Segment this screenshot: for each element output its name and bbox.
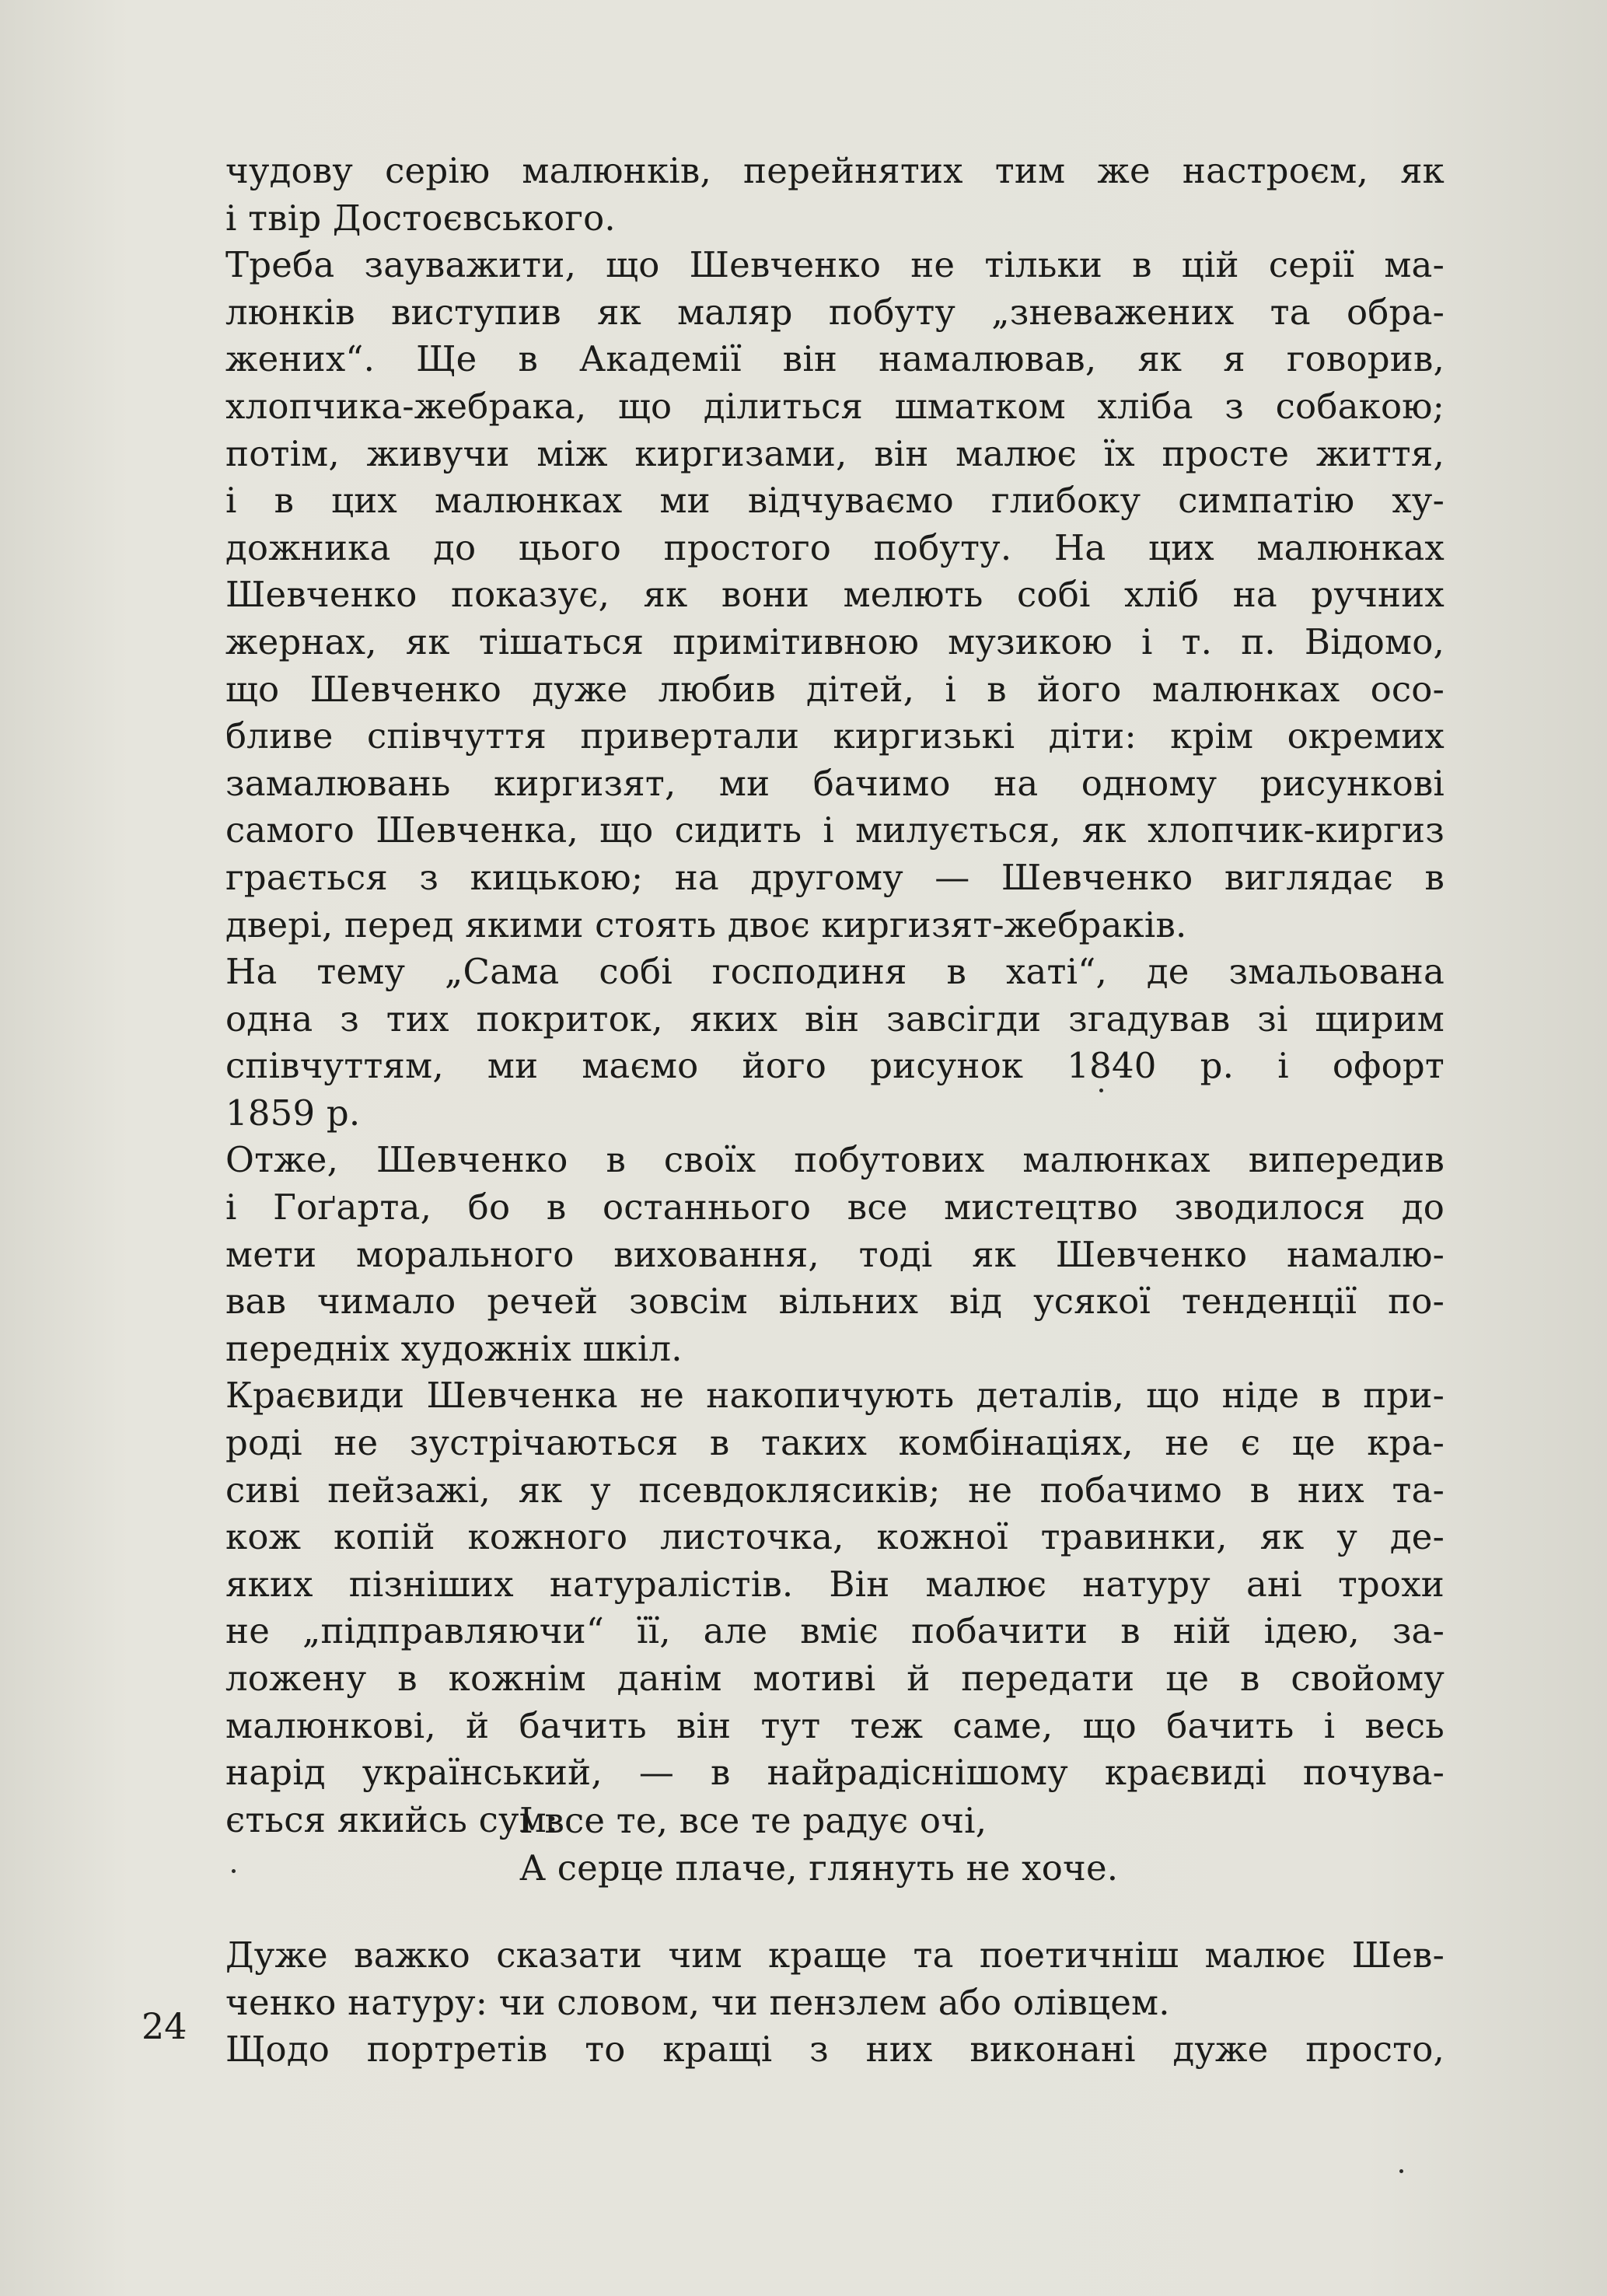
text-line: передніх художніх шкіл. — [225, 1327, 683, 1369]
poem-line: І все те, все те радує очі, — [519, 1800, 987, 1841]
text-line: самого Шевченка, що сидить і милується, як хлопчик-киргиз — [225, 809, 1445, 851]
poem-quote — [519, 1798, 1118, 1892]
text-line: мети морального виховання, тоді як Шевченко намалю- — [225, 1233, 1445, 1275]
text-line: що Шевченко дуже любив дітей, і в його малюнках осо- — [225, 668, 1445, 710]
text-line: жених“. Ще в Академії він намалював, як я говорив, — [225, 338, 1445, 380]
text-line: ється якийсь сум: — [225, 1798, 559, 1840]
text-line: і твір Достоєвського. — [225, 197, 616, 239]
text-line: грається з кицькою; на другому — Шевченко виглядає в — [225, 856, 1445, 898]
text-line: нарід український, — в найрадіснішому краєвиді почува- — [225, 1752, 1445, 1794]
poem-line: А серце плаче, глянуть не хоче. — [519, 1847, 1119, 1889]
text-line: хлопчика-жебрака, що ділиться шматком хліба з собакою; — [225, 385, 1445, 427]
text-line: ложену в кожнім данім мотиві й передати це в свойому — [225, 1658, 1445, 1699]
page-number: 24 — [141, 2005, 187, 2047]
text-line: не „підправляючи“ її, але вміє побачити в ній ідею, за- — [225, 1610, 1445, 1652]
text-line: Шевченко показує, як вони мелють собі хліб на ручних — [225, 574, 1445, 616]
text-line: і Гоґарта, бо в останнього все мистецтво зводилося до — [225, 1186, 1445, 1228]
text-line: кож копій кожного листочка, кожної травинки, як у де- — [225, 1516, 1445, 1558]
text-line: одна з тих покриток, яких він завсігди згадував зі щирим — [225, 998, 1445, 1040]
text-line: ченко натуру: чи словом, чи пензлем або олівцем. — [225, 1981, 1170, 2023]
text-line: 1859 р. — [225, 1092, 361, 1134]
text-line: і в цих малюнках ми відчуваємо глибоку симпатію ху- — [225, 480, 1445, 522]
text-line: співчуттям, ми маємо його рисунок 1840 р. і офорт — [225, 1045, 1445, 1087]
body-text-after-poem — [225, 1932, 1445, 2074]
print-speck — [232, 1869, 236, 1873]
body-text-before-poem — [225, 148, 1445, 1843]
text-line: люнків виступив як маляр побуту „зневажених та обра- — [225, 291, 1445, 333]
text-line: Треба зауважити, що Шевченко не тільки в цій серії ма- — [225, 244, 1445, 286]
text-line: яких пізніших натуралістів. Він малює натуру ані трохи — [225, 1563, 1445, 1605]
text-line: На тему „Сама собі господиня в хаті“, де змальована — [225, 951, 1445, 993]
text-line: чудову серію малюнків, перейнятих тим же настроєм, як — [225, 150, 1445, 191]
text-line: роді не зустрічаються в таких комбінаціях, не є це кра- — [225, 1422, 1445, 1464]
print-speck — [1099, 1089, 1103, 1092]
text-line: бливе співчуття привертали киргизькі діти: крім окремих — [225, 715, 1445, 757]
text-line: Краєвиди Шевченка не накопичують деталів, що ніде в при- — [225, 1375, 1445, 1417]
text-line: Отже, Шевченко в своїх побутових малюнках випередив — [225, 1139, 1445, 1181]
text-line: Дуже важко сказати чим краще та поетичніш малює Шев- — [225, 1934, 1445, 1976]
text-line: двері, перед якими стоять двоє киргизят-жебраків. — [225, 903, 1187, 945]
text-line: малюнкові, й бачить він тут теж саме, що бачить і весь — [225, 1704, 1445, 1746]
text-line: жернах, як тішаться примітивною музикою і т. п. Відомо, — [225, 620, 1445, 662]
text-line: потім, живучи між киргизами, він малює їх просте життя, — [225, 432, 1445, 474]
text-line: сиві пейзажі, як у псевдоклясиків; не побачимо в них та- — [225, 1469, 1445, 1511]
text-line: Щодо портретів то кращі з них виконані дуже просто, — [225, 2029, 1445, 2071]
text-line: дожника до цього простого побуту. На цих малюнках — [225, 526, 1445, 568]
text-line: вав чимало речей зовсім вільних від усякої тенденції по- — [225, 1281, 1445, 1323]
print-speck — [1399, 2169, 1403, 2173]
text-line: замалювань киргизят, ми бачимо на одному рисункові — [225, 762, 1445, 804]
